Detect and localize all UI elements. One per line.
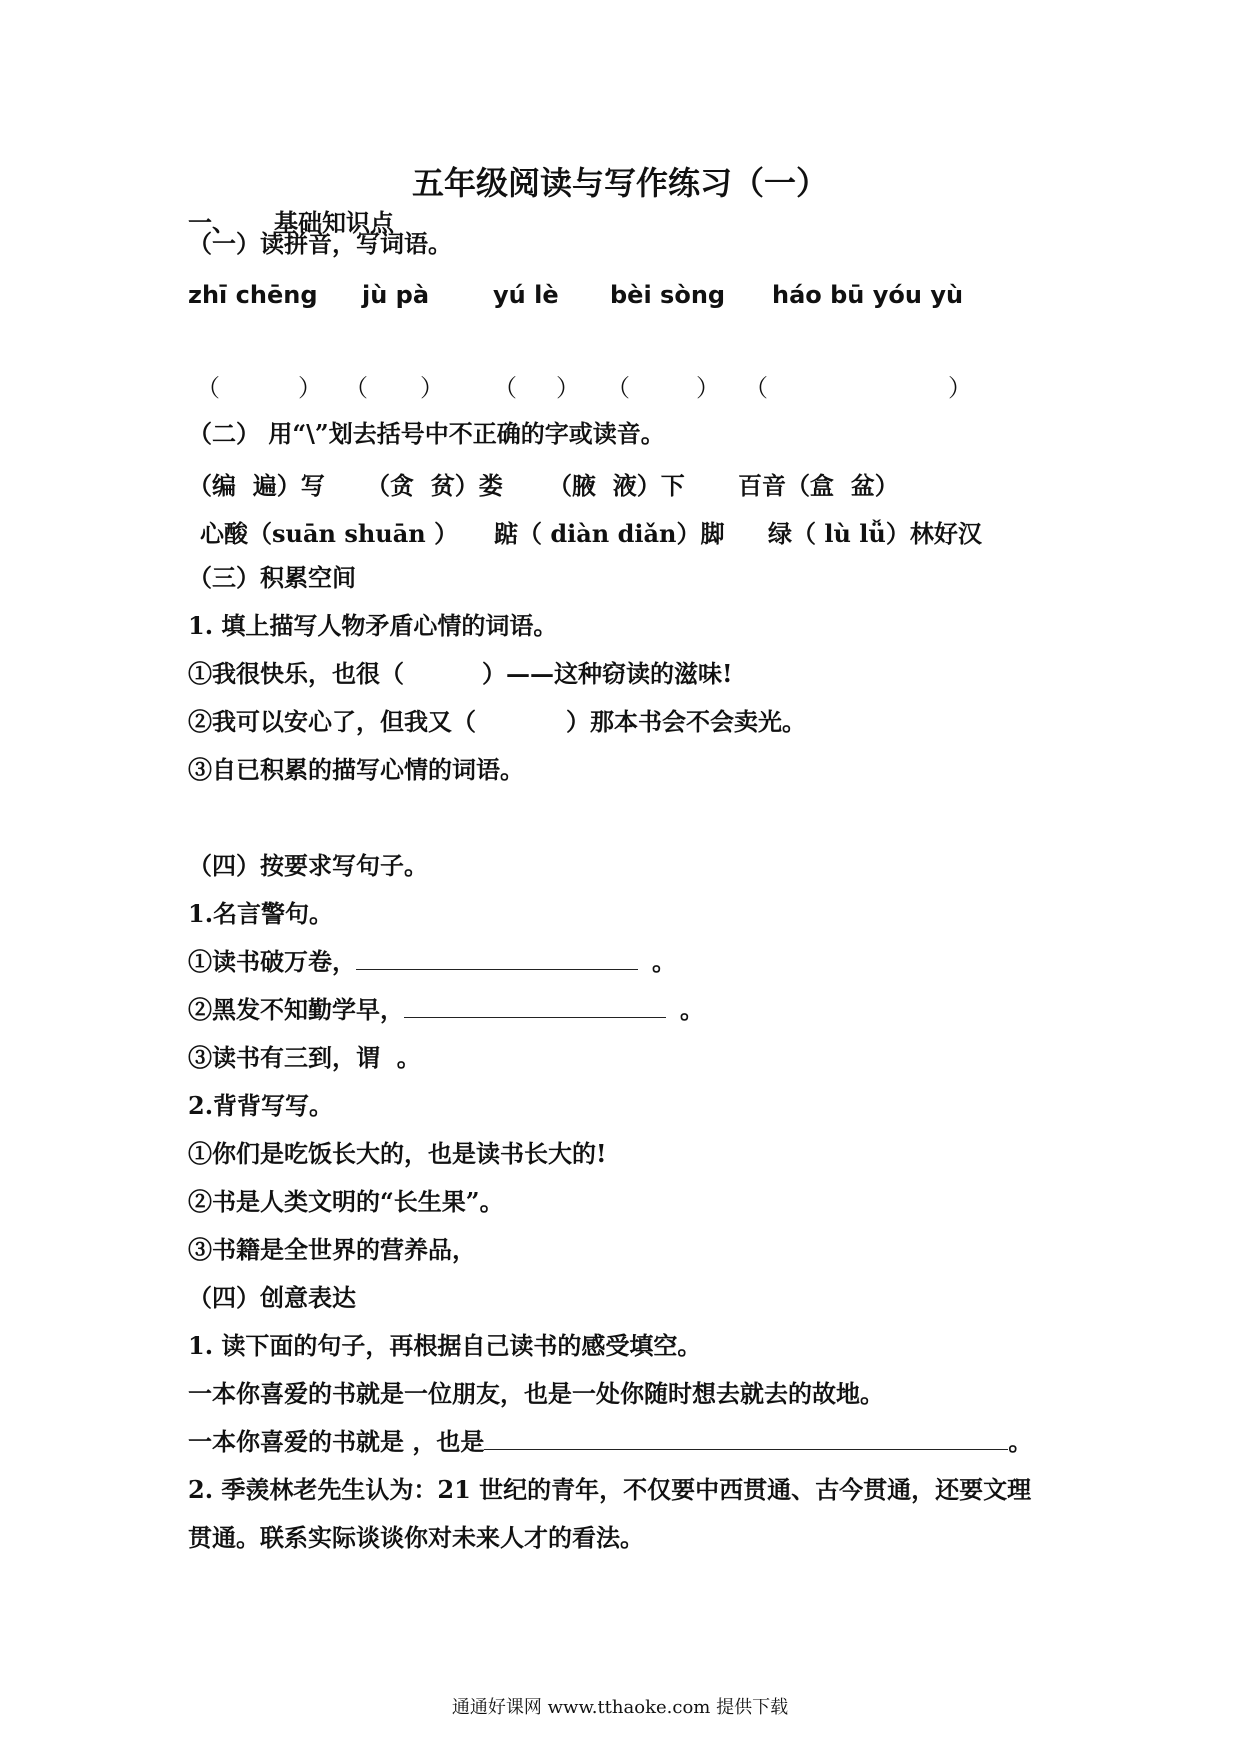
example-sentence: 一本你喜爱的书就是一位朋友，也是一处你随时想去就去的故地。 (188, 1379, 884, 1408)
part2-heading: （二） 用“\”划去括号中不正确的字或读音。 (188, 419, 665, 448)
fill-sentence: ②黑发不知勤学早， 。 (188, 995, 704, 1024)
answer-parens-row (0, 368, 1240, 402)
fill-sentence: ③读书有三到，谓 。 (188, 1043, 421, 1072)
answer-blank (404, 995, 666, 1018)
answer-box-open: （ (606, 374, 630, 402)
answer-box-close: ） (556, 374, 580, 402)
strike-item: 百音（盒 盆） (738, 471, 899, 500)
fill-sentence: 一本你喜爱的书就是 ，也是 。 (188, 1427, 1033, 1456)
strike-item: 绿（ lù lǚ）林好汉 (768, 519, 982, 548)
part4-heading: （四）按要求写句子。 (188, 851, 428, 880)
part5-heading: （四）创意表达 (188, 1283, 356, 1312)
question-text: 2.背背写写。 (188, 1091, 334, 1120)
question-text: 1. 读下面的句子，再根据自己读书的感受填空。 (188, 1331, 702, 1360)
strike-item: （腋 液）下 (548, 471, 685, 500)
question-text: ③自已积累的描写心情的词语。 (188, 755, 524, 784)
answer-box-open: （ (344, 374, 368, 402)
question-text: 贯通。联系实际谈谈你对未来人才的看法。 (188, 1523, 644, 1552)
answer-box-close: ） (420, 374, 444, 402)
answer-box-open: （ (493, 374, 517, 402)
strike-item: 踮（ diàn diǎn）脚 (494, 519, 725, 548)
strike-item: （编 遍）写 (188, 471, 325, 500)
quote-text: ①你们是吃饭长大的，也是读书长大的! (188, 1139, 607, 1168)
part1-heading: （一）读拼音，写词语。 (188, 229, 452, 258)
pinyin-word: yú lè (493, 281, 559, 309)
question-text: 1.名言警句。 (188, 899, 334, 928)
pinyin-word: jù pà (362, 281, 430, 309)
quote-text: ②书是人类文明的“长生果”。 (188, 1187, 504, 1216)
strike-row-1 (0, 466, 1240, 500)
strike-row-2 (0, 514, 1240, 548)
question-text: 2. 季羡林老先生认为：21 世纪的青年，不仅要中西贯通、古今贯通，还要文理 (188, 1475, 1032, 1504)
answer-box-close: ） (948, 374, 972, 402)
section-number: 一、 (188, 208, 236, 237)
part3-heading: （三）积累空间 (188, 563, 356, 592)
pinyin-word: háo bū yóu yù (772, 281, 964, 309)
pinyin-word: zhī chēng (188, 281, 318, 309)
quote-text: ③书籍是全世界的营养品， (188, 1235, 476, 1264)
fill-sentence: ②我可以安心了，但我又（ ）那本书会不会卖光。 (188, 707, 806, 736)
fill-sentence: ①读书破万卷， 。 (188, 947, 676, 976)
answer-box-close: ） (696, 374, 720, 402)
answer-blank (356, 947, 638, 970)
question-text: 1. 填上描写人物矛盾心情的词语。 (188, 611, 558, 640)
footer-credit: 通通好课网 www.tthaoke.com 提供下载 (451, 1697, 789, 1718)
pinyin-row (0, 281, 1240, 315)
answer-box-close: ） (298, 374, 322, 402)
pinyin-word: bèi sòng (610, 281, 726, 309)
section-label: 基础知识点 (274, 208, 394, 237)
strike-item: （贪 贫）娄 (366, 471, 503, 500)
answer-blank (484, 1427, 1008, 1450)
answer-box-open: （ (744, 374, 768, 402)
page-title: 五年级阅读与写作练习（一） (411, 164, 828, 202)
fill-sentence: ①我很快乐，也很（ ）——这种窃读的滋味! (188, 659, 733, 688)
answer-box-open: （ (196, 374, 220, 402)
strike-item: 心酸（suān shuān ） (200, 519, 459, 548)
